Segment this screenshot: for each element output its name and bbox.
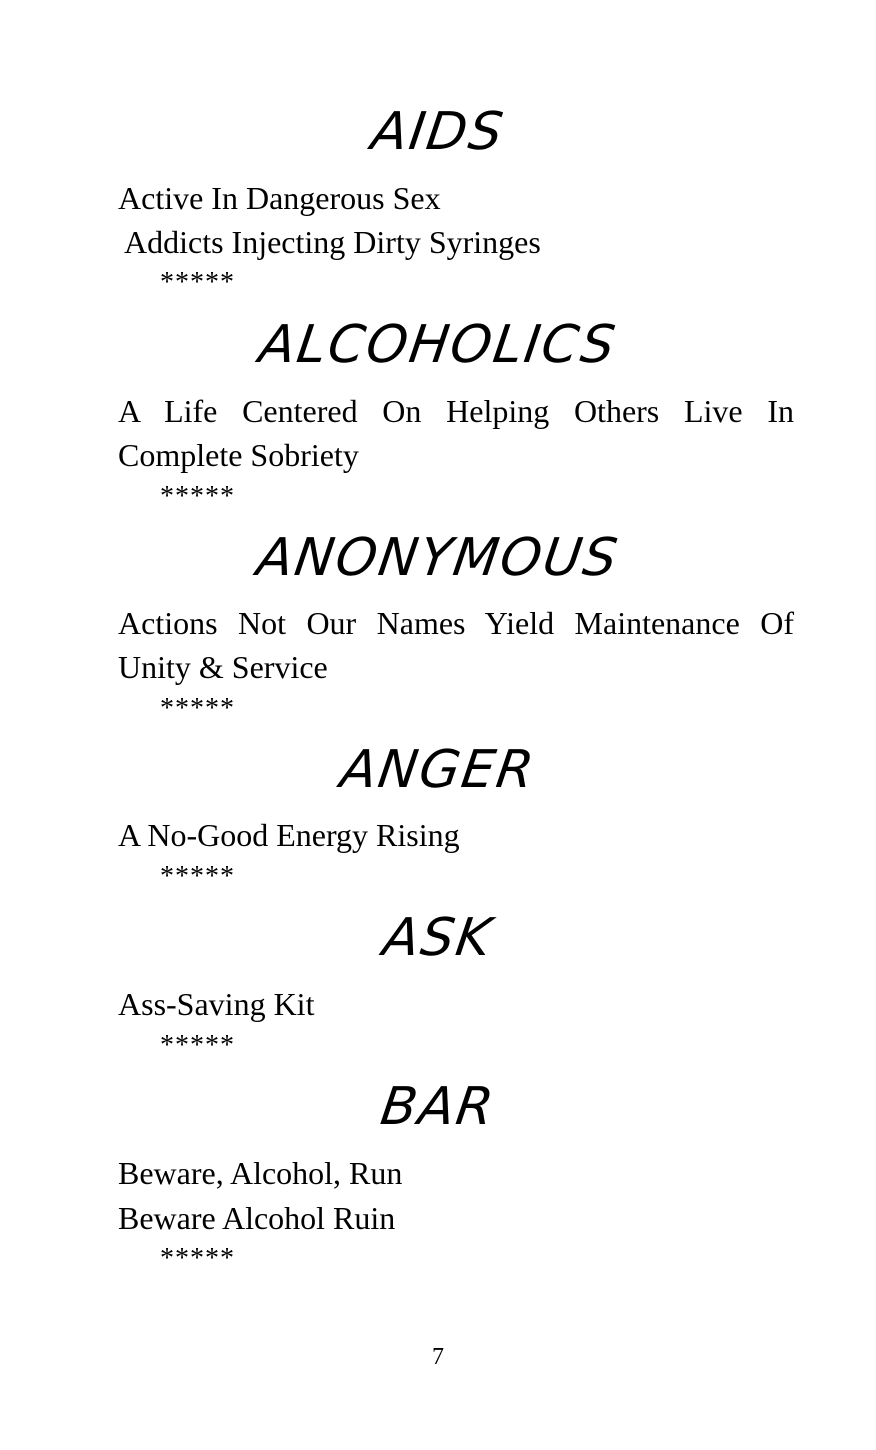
definition-line: Addicts Injecting Dirty Syringes xyxy=(124,224,541,260)
definition-line: Beware, Alcohol, Run xyxy=(118,1155,403,1191)
definition-line: Complete Sobriety xyxy=(118,437,359,473)
definition-line: A No-Good Energy Rising xyxy=(118,817,460,853)
entry-separator: ***** xyxy=(160,481,235,512)
acronym-heading-alcoholics: ALCOHOLICS xyxy=(255,315,621,375)
definition-line: Actions Not Our Names Yield Maintenance Of xyxy=(118,605,794,641)
acronym-heading-anger: ANGER xyxy=(336,740,540,800)
definition-line: Unity & Service xyxy=(118,649,328,685)
acronym-heading-anonymous: ANONYMOUS xyxy=(253,528,623,588)
entry-separator: ***** xyxy=(160,1243,235,1274)
entry-separator: ***** xyxy=(160,861,235,892)
entry-separator: ***** xyxy=(160,1030,235,1061)
acronym-heading-bar: BAR xyxy=(377,1077,499,1137)
page-number: 7 xyxy=(432,1344,444,1370)
entry-separator: ***** xyxy=(160,693,235,724)
acronym-heading-aids: AIDS xyxy=(367,102,509,162)
definition-line: Active In Dangerous Sex xyxy=(118,180,441,216)
acronym-heading-ask: ASK xyxy=(379,908,497,968)
definition-line: A Life Centered On Helping Others Live In xyxy=(118,393,794,429)
definition-line: Ass-Saving Kit xyxy=(118,986,315,1022)
definition-line: Beware Alcohol Ruin xyxy=(118,1200,396,1236)
entry-separator: ***** xyxy=(160,267,235,298)
